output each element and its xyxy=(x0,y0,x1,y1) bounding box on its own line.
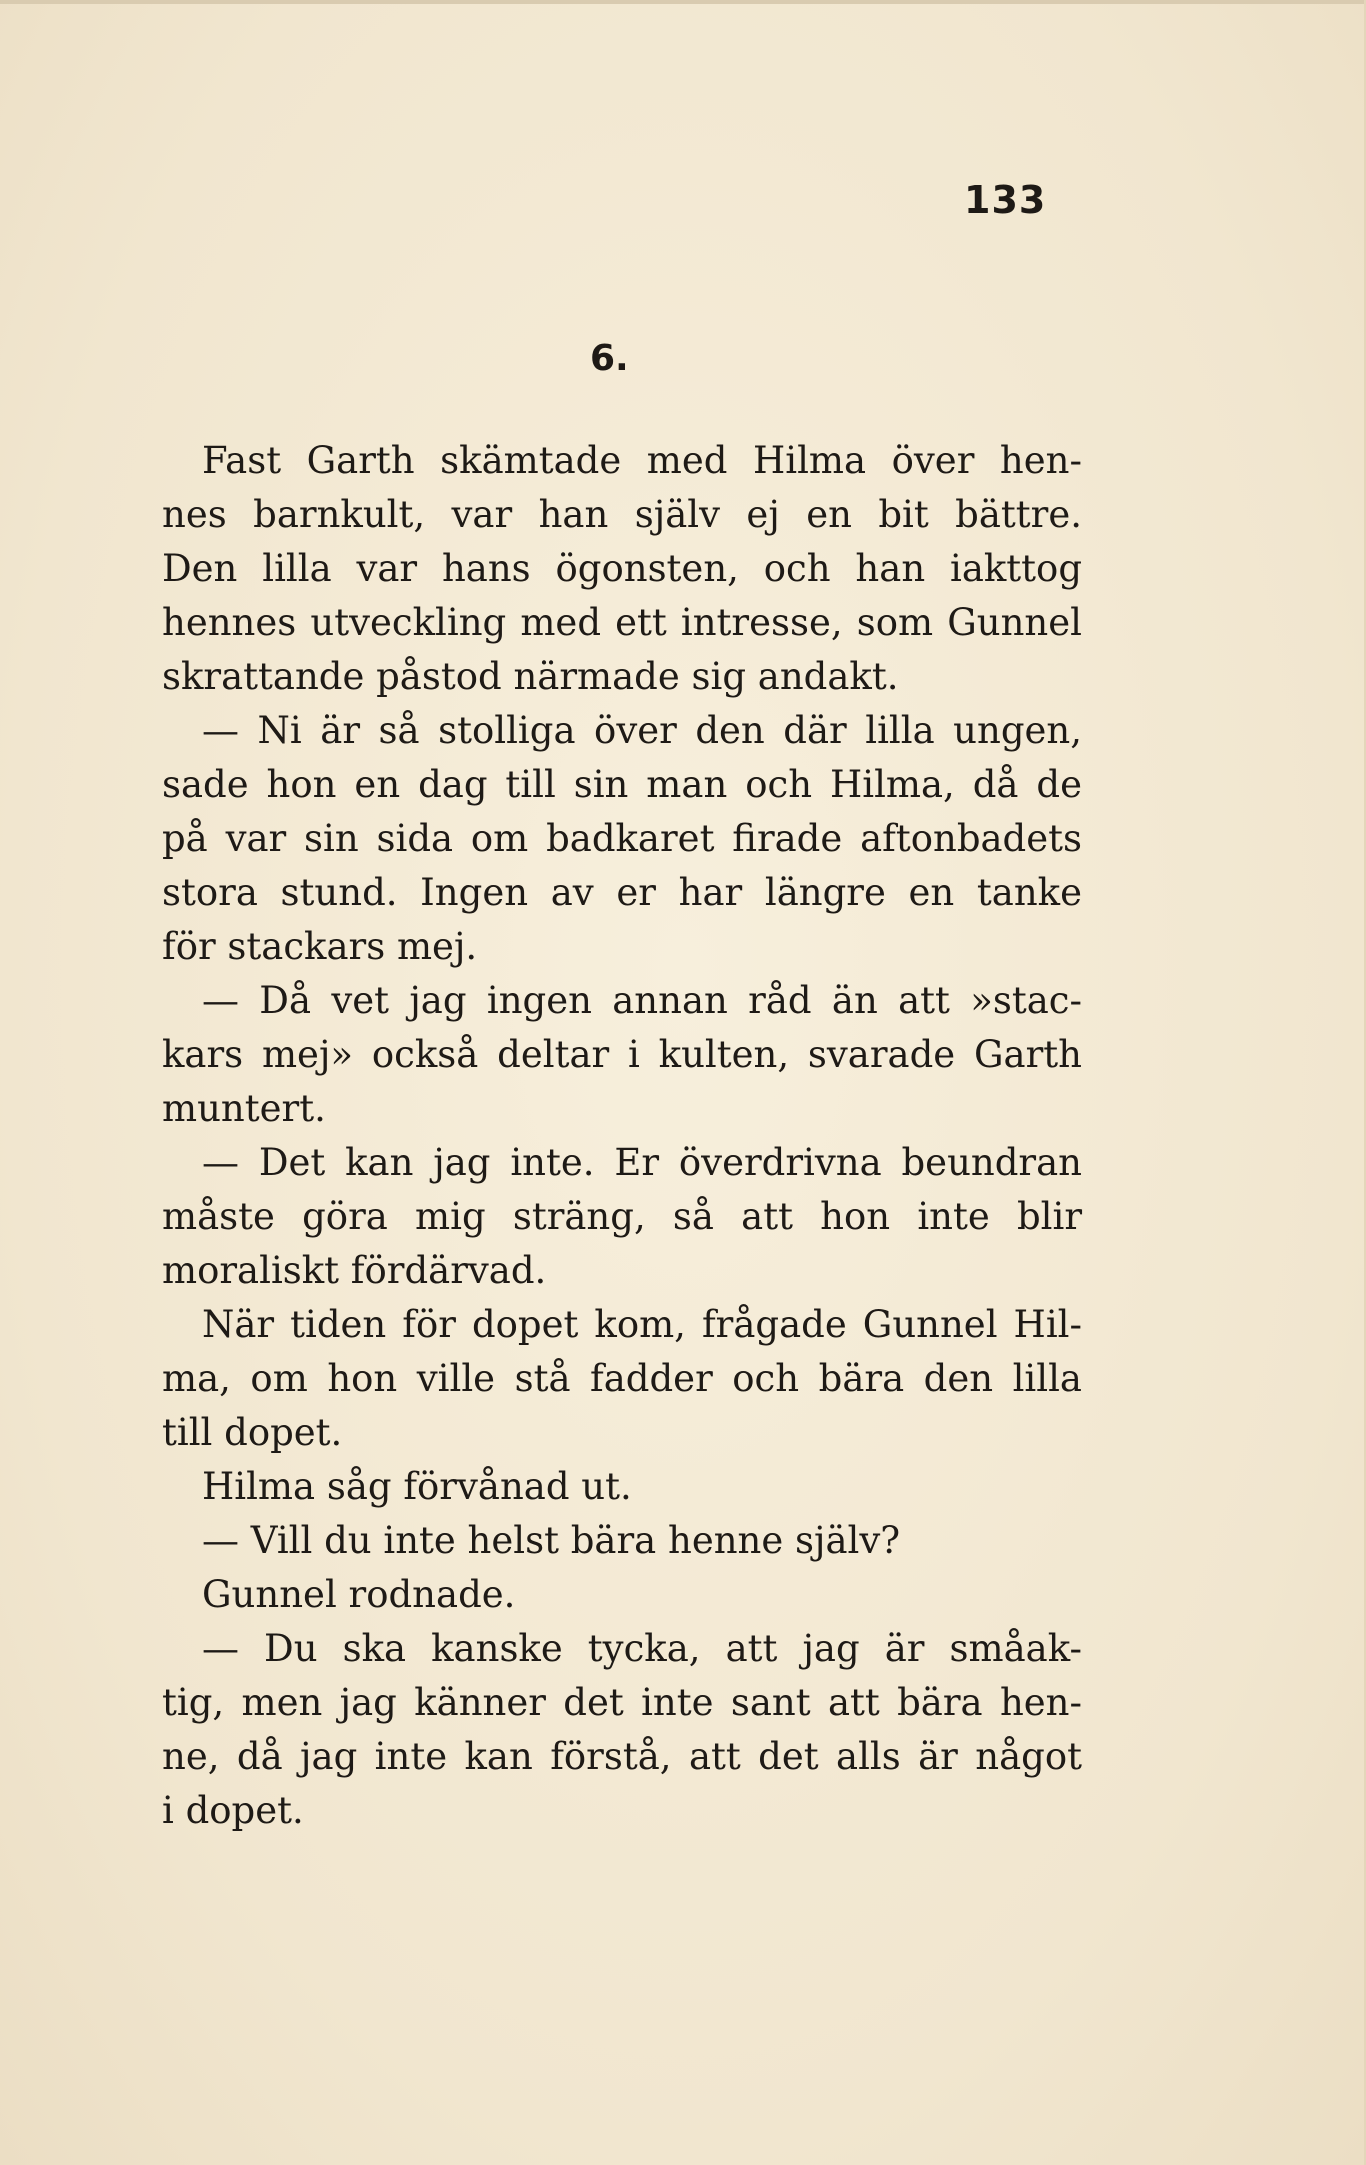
text-line: på var sin sida om badkaret firade aftonbadets xyxy=(162,817,1082,860)
page-top-edge xyxy=(0,0,1366,4)
text-line: ma, om hon ville stå fadder och bära den lilla xyxy=(162,1357,1082,1400)
text-line: nes barnkult, var han själv ej en bit bättre. xyxy=(162,493,1082,536)
text-line: Den lilla var hans ögonsten, och han iakttog xyxy=(162,547,1082,590)
text-line: sade hon en dag till sin man och Hilma, då de xyxy=(162,763,1082,806)
text-line: moraliskt fördärvad. xyxy=(162,1249,547,1292)
text-line: — Det kan jag inte. Er överdrivna beundran xyxy=(202,1141,1082,1184)
text-line: — Du ska kanske tycka, att jag är småak- xyxy=(202,1627,1082,1670)
text-line: — Då vet jag ingen annan råd än att »stac- xyxy=(202,979,1082,1022)
text-line: Fast Garth skämtade med Hilma över hen- xyxy=(202,439,1082,482)
page-number: 133 xyxy=(964,178,1047,222)
text-line: — Ni är så stolliga över den där lilla ungen, xyxy=(202,709,1082,752)
text-line: Hilma såg förvånad ut. xyxy=(202,1465,632,1508)
text-line: hennes utveckling med ett intresse, som Gunnel xyxy=(162,601,1082,644)
text-line: för stackars mej. xyxy=(162,925,478,968)
text-line: muntert. xyxy=(162,1087,326,1130)
text-line: till dopet. xyxy=(162,1411,343,1454)
text-line: stora stund. Ingen av er har längre en tanke xyxy=(162,871,1082,914)
text-line: skrattande påstod närmade sig andakt. xyxy=(162,655,899,698)
text-line: ne, då jag inte kan förstå, att det alls är något xyxy=(162,1735,1082,1778)
text-line: måste göra mig sträng, så att hon inte blir xyxy=(162,1195,1082,1238)
text-line: kars mej» också deltar i kulten, svarade Garth xyxy=(162,1033,1082,1076)
chapter-number: 6. xyxy=(590,338,629,379)
text-line: — Vill du inte helst bära henne själv? xyxy=(202,1519,901,1562)
text-line: När tiden för dopet kom, frågade Gunnel Hil- xyxy=(202,1303,1082,1346)
body-text xyxy=(162,434,1082,1838)
text-line: i dopet. xyxy=(162,1789,304,1832)
text-line: Gunnel rodnade. xyxy=(202,1573,516,1616)
text-line: tig, men jag känner det inte sant att bära hen- xyxy=(162,1681,1082,1724)
